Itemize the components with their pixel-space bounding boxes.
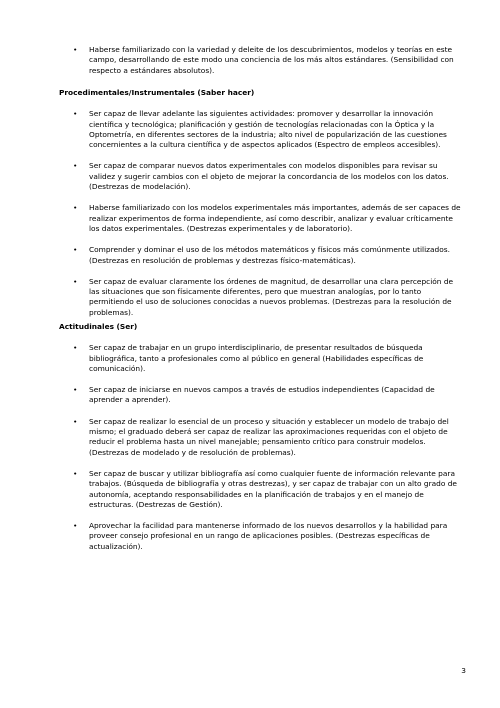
list-item <box>0 469 500 510</box>
section-procedimentales <box>0 88 500 329</box>
list-item-text: Ser capaz de comparar nuevos datos experimentales con modelos disponibles para revisar su validez y sugerir cambios con el objeto de mejorar la concordancia de los modelos con los datos. (Destrezas de modelación). <box>89 161 449 192</box>
bullet-icon: • <box>73 109 78 119</box>
section-heading: Actitudinales (Ser) <box>59 322 138 331</box>
bullet-icon: • <box>73 203 78 213</box>
list-item <box>0 245 500 266</box>
bullet-list <box>0 109 500 318</box>
list-item-text: Ser capaz de buscar y utilizar bibliografía así como cualquier fuente de información relevante para trabajos. (Búsqueda de bibliografía y otras destrezas), y ser capaz de trabajar con un alto grado de autonomía, aceptando responsabilidades en la planificación de trabajos y en el manejo de estructuras. (Destrezas de Gestión). <box>89 468 457 509</box>
list-item-text: Ser capaz de evaluar claramente los órdenes de magnitud, de desarrollar una clara percepción de las situaciones que son físicamente diferentes, pero que muestran analogías, por lo tanto permitiendo el uso de soluciones conocidas a nuevos problemas. (Destrezas para la resolución de problemas). <box>89 276 454 317</box>
bullet-icon: • <box>73 521 78 531</box>
list-item <box>0 203 500 234</box>
list-item-text: Ser capaz de trabajar en un grupo interdisciplinario, de presentar resultados de búsqueda bibliográfica, tanto a profesionales como al público en general (Habilidades específicas de comunicación). <box>89 343 424 373</box>
list-item-text: Ser capaz de realizar lo esencial de un proceso y situación y establecer un modelo de trabajo del mismo; el graduado deberá ser capaz de realizar las aproximaciones requeridas con el objeto de reducir el problema hasta un nivel manejable; pensamiento crítico para construir modelos. (Destrezas de modelado y de resolución de problemas). <box>89 416 449 457</box>
list-item-text: Aprovechar la facilidad para mantenerse informado de los nuevos desarrollos y la habilidad para proveer consejo profesional en un rango de aplicaciones posibles. (Destrezas específicas de actualización). <box>89 521 448 551</box>
bullet-list <box>0 343 500 552</box>
bullet-icon: • <box>73 161 78 171</box>
top-bullet-list <box>0 45 500 87</box>
list-item-text: Ser capaz de iniciarse en nuevos campos a través de estudios independientes (Capacidad de aprender a aprender). <box>89 385 435 405</box>
list-item <box>0 385 500 406</box>
bullet-icon: • <box>73 45 78 54</box>
bullet-icon: • <box>73 416 78 426</box>
list-item <box>0 521 500 552</box>
list-item <box>0 45 500 76</box>
list-item <box>0 161 500 192</box>
bullet-icon: • <box>73 385 78 395</box>
list-item <box>0 277 500 318</box>
list-item <box>0 343 500 374</box>
list-item-text: Ser capaz de llevar adelante las siguientes actividades: promover y desarrollar la innovación científica y tecnológica; planificación y gestión de tecnologías relacionadas con la Óptica y la Optometría, en diferentes sectores de la industria; alto nivel de popularización de las cuestiones concernientes a la cultura científica y de aspectos aplicados (Espectro de empleos accesibles). <box>89 109 447 150</box>
list-item-text: Haberse familiarizado con la variedad y deleite de los descubrimientos, modelos y teorías en este campo, desarrollando de este modo una conciencia de los más altos estándares. (Sensibilidad con respecto a estándares absolutos). <box>89 45 454 75</box>
bullet-icon: • <box>73 245 78 255</box>
list-item-text: Haberse familiarizado con los modelos experimentales más importantes, además de ser capaces de realizar experimentos de forma independiente, así como describir, analizar y evaluar críticamente los datos experimentales. (Destrezas experimentales y de laboratorio). <box>89 203 461 233</box>
bullet-icon: • <box>73 468 78 478</box>
section-actitudinales <box>0 322 500 563</box>
list-item <box>0 109 500 150</box>
section-heading: Procedimentales/Instrumentales (Saber hacer) <box>59 88 255 97</box>
bullet-icon: • <box>73 343 78 353</box>
page-number: 3 <box>461 666 466 675</box>
list-item <box>0 417 500 458</box>
list-item-text: Comprender y dominar el uso de los métodos matemáticos y físicos más comúnmente utilizados. (Destrezas en resolución de problemas y destrezas físico-matemáticas). <box>89 245 450 265</box>
bullet-icon: • <box>73 276 78 286</box>
